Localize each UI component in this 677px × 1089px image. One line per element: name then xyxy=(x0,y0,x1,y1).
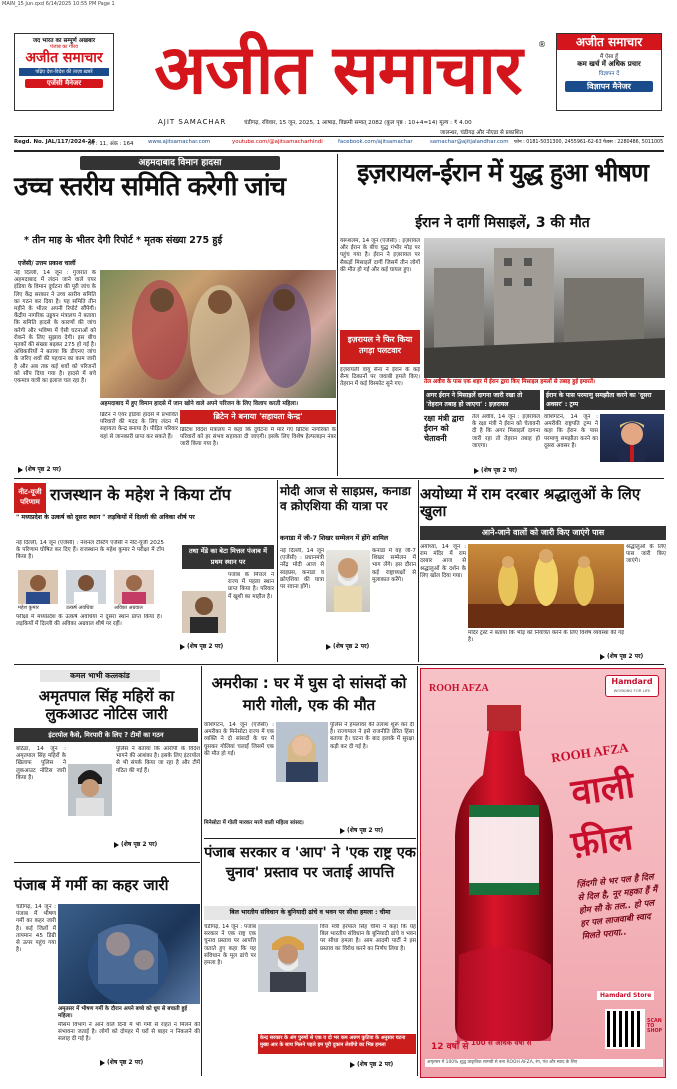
iran-photo-caption: तेल अवीव के पास एक शहर में ईरान द्वारा किए मिसाइल हमलों से तबाह हुई इमारतें। xyxy=(424,379,596,385)
rooh-afza-ad[interactable] xyxy=(420,668,666,1078)
dateline: चंडीगढ़, रविवार, 15 जून, 2025, 1 आषाढ़, विक्रमी सम्वत् 2082 (कुल पृष्ठ : 10+4=14) मूल्य : ₹ 4.00 xyxy=(244,120,472,126)
column-rule-lead xyxy=(337,154,338,476)
neet-name-2: उत्कर्ष अवधिया xyxy=(66,605,94,611)
heat-headline: पंजाब में गर्मी का कहर जारी xyxy=(14,876,169,894)
neet-body-3: पंजाब के मित्तल ने राज्य में पहला स्थान प्राप्त किया है। परिवार में खुशी का माहौल है। xyxy=(228,572,274,600)
amritpal-kicker: कमल भाभी कत्लकांड xyxy=(40,670,160,682)
ad-scan: SCAN TO SHOP xyxy=(647,1019,663,1034)
column-rule-bottom-2 xyxy=(417,666,418,1076)
iran-subhead: ईरान ने दागीं मिसाइलें, 3 की मौत xyxy=(415,215,590,231)
right-ad-tag: विज्ञापन मैनेजर xyxy=(565,81,653,92)
regd-number: Regd. No. JAL/117/2024-26 xyxy=(14,139,96,145)
ayodhya-body-col2: श्रद्धालुओं के लिए पास जारी किए जाएंगे। xyxy=(626,544,666,565)
arrow-icon xyxy=(474,468,479,474)
ayodhya-photo xyxy=(468,544,624,628)
ayodhya-headline: अयोध्या में राम दरबार श्रद्धालुओं के लिए खुला xyxy=(420,485,641,520)
footer-strip: केन्द्र सरकार के अंग पुरुषों से एक व दो भर कम अरुण कुटिया के अनुसार घटना मुख्य आर के साथ मिलने पहले हम पूरी दुकान लेशॉपो का भिन्न हमला xyxy=(258,1034,416,1054)
iran-body-col2: इज़रायली वायु सेना ने ईरान के कई सैन्य ठिकानों पर जवाबी हमले किए। तेहरान में कई विस्फोट सुने गए। xyxy=(340,367,420,388)
right-masthead-ad[interactable] xyxy=(556,33,662,111)
lead-subhead: * तीन माह के भीतर देगी रिपोर्ट * मृतक संख्या 275 हुई xyxy=(24,235,223,246)
america-headline: अमरीका : घर में घुस दो सांसदों को मारी गोली, एक की मौत xyxy=(211,674,407,714)
punjab-photo xyxy=(258,924,318,992)
punjab-subhead: बिल भारतीय संविधान के बुनियादी ढांचे व भवन पर सीधा हमला : चीमा xyxy=(204,906,416,920)
hamdard-logo xyxy=(605,675,659,697)
right-ad-line3: विज्ञापन दें xyxy=(598,71,620,77)
ad-pack-1: 12 वर्षों से xyxy=(431,1042,469,1052)
ad-footnote: अमृतसर में 100% शुद्ध प्राकृतिक सामग्री से बना ROOH AFZA, रंग, गंध और स्वाद के लिए xyxy=(425,1059,663,1067)
punjab-continued: (शेष पृष्ठ 2 पर) xyxy=(350,1060,393,1068)
facebook-link[interactable]: facebook.com/ajitsamachar xyxy=(338,139,413,145)
arrow-icon xyxy=(326,644,331,650)
punjab-headline: पंजाब सरकार व 'आप' ने 'एक राष्ट्र एक चुनाव' प्रस्ताव पर जताई आपत्ति xyxy=(204,845,416,881)
ad-site: Hamdard Store xyxy=(597,991,654,1000)
rooh-afza-bottle xyxy=(439,705,571,1045)
iran-body-col1: यरूशलम, 14 जून (एजेंसी) : इज़रायल और ईरान के बीच युद्ध गंभीर मोड़ पर पहुंच गया है। ईरान ने इज़रायल पर सैकड़ों मिसाइलें दागीं जिसमें तीन लोगों की मौत हो गई और कई घायल हुए। xyxy=(340,238,420,273)
heat-continued: (शेष पृष्ठ 2 पर) xyxy=(100,1058,143,1066)
america-body-col1: वाशिंगटन, 14 जून (एजेंसी) : अमरीका के मिनेसोटा राज्य में एक व्यक्ति ने दो सांसदों के घर में घुसकर गोलियां चलाईं जिसमें एक की मौत हो गई। xyxy=(204,722,274,757)
left-ad-line2: पंजाब का गौरव xyxy=(50,44,78,50)
website-link[interactable]: www.ajitsamachar.com xyxy=(148,139,211,145)
ad-slogan-1: वाली xyxy=(568,764,637,815)
ad-pack-2: 100 से अधिक वर्षों से xyxy=(471,1039,532,1047)
amritpal-body-col2: पुलिस ने बताया कि आरोपी के विदेश भागने की आशंका है। इसके लिए इंटरपोल से भी संपर्क किया जा रहा है और टीमें गठित की गई हैं। xyxy=(116,746,200,774)
neet-continued: (शेष पृष्ठ 2 पर) xyxy=(180,642,223,650)
neet-name-3: अविका अग्रवाल xyxy=(114,605,143,611)
ayodhya-subhead: आने-जाने वालों को जारी किए जाएंगे पास xyxy=(420,526,666,540)
youtube-link[interactable]: youtube.com/@ajitsamacharhindi xyxy=(232,139,323,145)
left-ad-tag: एजेंसी मैनेजर xyxy=(25,79,103,88)
amritpal-photo xyxy=(68,764,112,816)
grieving-women-photo xyxy=(100,270,336,398)
info-rule xyxy=(14,150,664,152)
ad-brand-top: ROOH AFZA xyxy=(429,683,489,694)
punjab-body-col1: चंडीगढ़, 14 जून : पंजाब सरकार ने एक राष्ट्र एक चुनाव प्रस्ताव पर आपत्ति जताते हुए कहा कि यह संविधान के मूल ढांचे पर हमला है। xyxy=(204,924,256,967)
column-rule-mid-2 xyxy=(418,480,419,662)
ayodhya-body-col3: मंदिर ट्रस्ट ने बताया कि भीड़ को नियंत्रित करने के लिए विशेष व्यवस्था की गई है। xyxy=(468,630,624,644)
heat-caption: अमृतसर में भीषण गर्मी के दौरान अपने बच्चे को धूप से बचाती हुई महिला। xyxy=(58,1006,187,1019)
arrow-icon xyxy=(18,467,23,473)
left-masthead-ad[interactable] xyxy=(14,33,114,111)
right-ad-line1: मैं ऐसा हूँ xyxy=(600,54,618,60)
amritpal-body-col1: बठिंडा, 14 जून : अमृतपाल सिंह महिरों के खिलाफ पुलिस ने लुकआउट नोटिस जारी किया है। xyxy=(16,746,66,781)
modi-body-col1: नई दिल्ली, 14 जून (एजेंसी) : प्रधानमंत्री नरेंद्र मोदी आज से साइप्रस, कनाडा व क्रोएशिया की यात्रा पर रवाना होंगे। xyxy=(280,548,324,591)
cheema-portrait xyxy=(258,924,318,992)
amritpal-headline: अमृतपाल सिंह महिरों का लुकआउट नोटिस जारी xyxy=(38,687,175,723)
amritpal-portrait xyxy=(68,764,112,816)
modi-subhead: कनाडा में जी-7 शिखर सम्मेलन में होंगे शामिल xyxy=(280,534,389,542)
ayodhya-continued: (शेष पृष्ठ 2 पर) xyxy=(600,652,643,660)
trump-portrait xyxy=(600,414,664,462)
iran-sub-minister: रक्षा मंत्री द्वारा ईरान को चेतावनी xyxy=(424,414,464,443)
destroyed-buildings-photo xyxy=(424,238,665,378)
masthead-rule xyxy=(14,136,664,137)
america-punjab-rule xyxy=(204,838,416,839)
iran-sub-trump: ईरान के पास परमाणु समझौता करने का 'दूसरा अवसर' : ट्रम्प xyxy=(544,390,665,410)
amritpal-subhead: इंटरपोल कैसे, मिरपारी के लिए ? टीमों का गठन xyxy=(14,728,198,742)
qr-code[interactable] xyxy=(605,1009,645,1049)
america-caption: मिनेसोटा में गोली मारकर मरने वाली महिला सांसद। xyxy=(204,820,304,826)
arrow-icon xyxy=(180,644,185,650)
modi-body-col2: कनाडा में वह जी-7 शिखर सम्मेलन में भाग लेंगे। इस दौरान कई राष्ट्राध्यक्षों से मुलाकात करेंगे। xyxy=(372,548,416,583)
neet-name-1: महेश कुमार xyxy=(18,605,39,611)
lead-continued: (शेष पृष्ठ 2 पर) xyxy=(18,465,61,473)
ad-label-brand: ROOH AFZA xyxy=(480,809,528,817)
heat-body-col1: चंडीगढ़, 14 जून : पंजाब में भीषण गर्मी का कहर जारी है। कई जिलों में तापमान 45 डिग्री से ऊपर पहुंच गया है। xyxy=(16,904,56,954)
lead-box-britain: ब्रिटेन ने बनाया 'सहायता केन्द्र' xyxy=(180,410,336,424)
america-body-col2: पुलिस ने हमलावर की तलाश शुरू कर दी है। राज्यपाल ने इसे राजनीति प्रेरित हिंसा बताया है। घटना के बाद इलाके में सुरक्षा कड़ी कर दी गई है। xyxy=(330,722,414,750)
volume: वर्ष : 11, अंक : 164 xyxy=(88,141,134,147)
column-rule-bottom-1 xyxy=(201,666,202,1076)
arrow-icon xyxy=(600,654,605,660)
lawmaker-portrait xyxy=(276,722,328,782)
iran-sub-israel: अगर ईरान ने मिसाइलें दागना जारी रखा तो 'तेहरान तबाह हो जाएगा' : इज़रायल xyxy=(424,390,540,410)
lead-byline: एजेंसी/ उत्तम प्रकाश चार्ली xyxy=(18,260,76,267)
modi-portrait xyxy=(326,550,370,612)
trump-photo xyxy=(600,414,664,462)
arrow-icon xyxy=(100,1060,105,1066)
lead-photo-caption: अहमदाबाद में हुए विमान हादसे में जान खोने वाले अपने परिजन के लिए विलाप करती महिला। xyxy=(100,401,299,407)
ad-brand-main: ROOH AFZA xyxy=(550,739,630,766)
hamdard-logo-sub: WORKING FOR LIFE xyxy=(613,688,651,693)
modi-headline: मोदी आज से साइप्रस, कनाडा व क्रोएशिया की यात्रा पर xyxy=(280,484,411,513)
arrow-icon xyxy=(350,1062,355,1068)
america-photo xyxy=(276,722,328,782)
masthead-english: AJIT SAMACHAR xyxy=(158,118,227,126)
neet-body-2: परीक्षा में मध्यप्रदेश के उत्कर्ष अवधिया ने दूसरा स्थान प्राप्त किया है। लड़कियों में दिल्ली की अविका अग्रवाल शीर्ष पर रहीं। xyxy=(16,614,162,628)
neet-photo-2 xyxy=(66,570,106,604)
heat-photo xyxy=(58,904,200,1004)
phone-info: फोन : 0181-5031300, 2455961-62-63 फैक्स : 2280486, 5011005 xyxy=(514,140,664,145)
lead-body-col1: नई दिल्ली, 14 जून : गुजरात के अहमदाबाद में लंदन जाने वाले एयर इंडिया के विमान दुर्घटना की पूरी जांच के लिए केंद्र सरकार ने उच्च स्तरीय समिति का गठन कर दिया है। यह समिति तीन महीने के भीतर अपनी रिपोर्ट सौंपेगी। केंद्रीय नागरिक उड्डयन मंत्रालय ने बताया कि समिति हादसे के कारणों की जांच करेगी और भविष्य में ऐसी घटनाओं को रोकने के लिए सुझाव देगी। इस बीच मृतकों की संख्या बढ़कर 275 हो गई है। अधिकारियों ने बताया कि डीएनए जांच के जरिए शवों की पहचान का काम जारी है और अब तक कई शवों को परिजनों को सौंप दिया गया है। हादसे में बचे एकमात्र यात्री का इलाज चल रहा है। xyxy=(14,270,96,385)
fold-rule-1 xyxy=(14,478,664,479)
lead-body-col2: ब्रिटेन ने एयर इंडिया हादसे में प्रभावित परिवारों की मदद के लिए लंदन में सहायता केन्द्र बनाया है। पीड़ित परिवार यहां से जानकारी प्राप्त कर सकते हैं। xyxy=(100,412,178,440)
arrow-icon xyxy=(340,828,345,834)
lead-body-col3: ब्रिटिश विदेश मंत्रालय ने कहा कि दुर्घटना में मारे गए ब्रिटिश नागरिकों के परिवारों को हर संभव सहायता दी जाएगी। इसके लिए विशेष हेल्पलाइन नंबर जारी किया गया है। xyxy=(180,427,336,448)
woman-child-photo xyxy=(58,904,200,1004)
neet-photo-1 xyxy=(18,570,58,604)
neet-label: नीट-यूजी परिणाम xyxy=(14,483,46,513)
neet-box-punjab: तथा मेंडे का बेटा मित्तल पंजाब में प्रथम स्थान पर xyxy=(182,545,274,569)
fold-rule-2 xyxy=(14,664,664,665)
iran-headline: इज़रायल-ईरान में युद्ध हुआ भीषण xyxy=(357,158,648,187)
iran-body-col3: तेल अवीव, 14 जून : इज़रायल के रक्षा मंत्री ने ईरान को चेतावनी दी है कि अगर मिसाइलें दागना जारी रहा तो तेहरान तबाह हो जाएगा। xyxy=(472,414,540,449)
neet-subhead: " मध्यप्रदेश के उत्कर्ष को दूसरा स्थान " लड़कियों में दिल्ली की अविका शीर्ष पर xyxy=(16,514,195,521)
right-ad-name: अजीत समाचार xyxy=(557,34,661,50)
column-rule-mid-1 xyxy=(277,480,278,662)
lead-headline: उच्च स्तरीय समिति करेगी जांच xyxy=(14,172,286,202)
ad-slogan-2: फ़ील xyxy=(568,816,636,867)
arrow-icon xyxy=(114,842,119,848)
neet-headline: राजस्थान के महेश ने किया टॉप xyxy=(50,485,231,504)
ayodhya-body-col1: अयोध्या, 14 जून : राम मंदिर में राम दरबार आज से श्रद्धालुओं के दर्शन के लिए खोल दिया गया। xyxy=(420,544,466,579)
punjab-body-col2: वित्त मंत्री हरपाल सिंह चीमा ने कहा कि यह बिल भारतीय संविधान के बुनियादी ढांचे व भवन पर सीधा हमला है। आम आदमी पार्टी ने इस प्रस्ताव का विरोध करने का निर्णय लिया है। xyxy=(320,924,416,952)
registered-mark: ® xyxy=(538,40,546,49)
left-ad-line3: पढ़िए देश-विदेश की ताज़ा ख़बरें xyxy=(19,68,109,76)
amritpal-continued: (शेष पृष्ठ 2 पर) xyxy=(114,840,157,848)
lead-kicker: अहमदाबाद विमान हादसा xyxy=(80,156,280,170)
ad-verse: ज़िंदगी से भर पल है दिल से दिल है, नूर महका हैं मैं होम सौ के तल.. हो पल हर पल लाजवाबी स्वाद मिलते पराया.. xyxy=(575,872,658,943)
left-ad-name: अजीत समाचार xyxy=(25,50,103,66)
heat-rule xyxy=(14,862,200,863)
iran-body-col4: वाशिंगटन, 14 जून : अमरीकी राष्ट्रपति ट्रम्प ने कहा कि ईरान के पास परमाणु समझौता करने का दूसरा अवसर है। xyxy=(544,414,598,449)
modi-photo xyxy=(326,550,370,612)
right-ad-line2: कम खर्च में अधिक प्रचार xyxy=(577,60,641,68)
iran-continued: (शेष पृष्ठ 2 पर) xyxy=(474,466,517,474)
ram-darbar-photo xyxy=(468,544,624,628)
left-ad-line1: जद भारत का सम्पूर्ण अखबार xyxy=(32,38,96,44)
print-slug: MAIN_15 Jun.qxd 6/14/2025 10:55 PM Page 1 xyxy=(2,1,115,7)
neet-body: नई दिल्ली, 14 जून (एजेंसी) : नेशनल टेस्टिंग एजेंसी ने नीट-यूजी 2025 के परिणाम घोषित कर दिए हैं। राजस्थान के महेश कुमार ने परीक्षा में टॉप किया है। xyxy=(16,540,164,561)
iran-photo xyxy=(424,238,665,378)
email-link[interactable]: samachar@ajitjalandhar.com xyxy=(430,139,509,145)
neet-photo-3 xyxy=(114,570,154,604)
edition-info: जालन्धर, चंडीगढ़ और नोएडा से प्रकाशित xyxy=(440,130,523,136)
masthead-title: अजीत समाचार xyxy=(154,30,522,110)
lead-photo xyxy=(100,270,336,398)
neet-punjab-photo xyxy=(182,591,226,633)
modi-continued: (शेष पृष्ठ 2 पर) xyxy=(326,642,369,650)
iran-box-counterattack: इज़रायल ने फिर किया तगड़ा पलटवार xyxy=(340,330,420,364)
heat-body-col2: मौसम विभाग ने आने वाले दिनों में भी गर्मी से राहत न मिलने की संभावना जताई है। लोगों को दोपहर में घरों से बाहर न निकलने की सलाह दी गई है। xyxy=(58,1022,200,1043)
hamdard-logo-text: Hamdard xyxy=(611,677,653,686)
america-continued: (शेष पृष्ठ 2 पर) xyxy=(340,826,383,834)
